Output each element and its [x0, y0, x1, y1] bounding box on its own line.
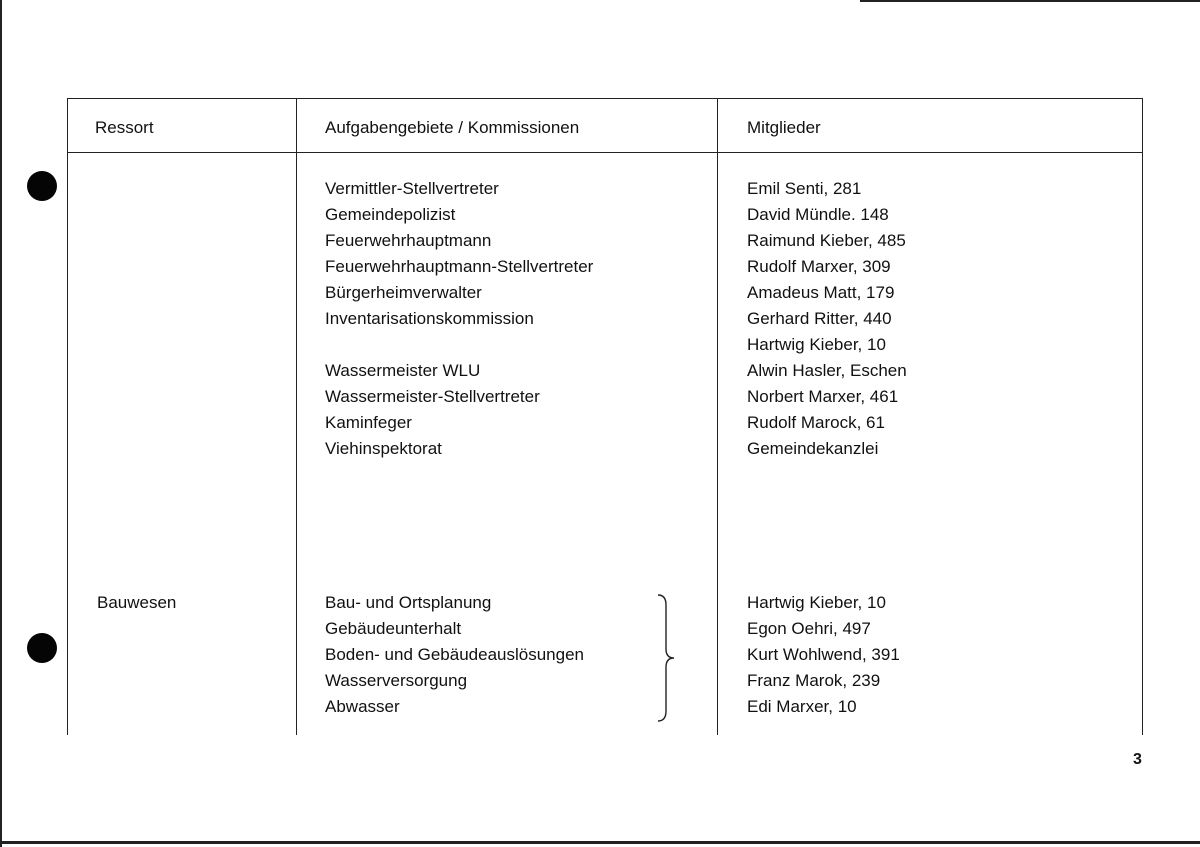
section2-aufgaben-list [325, 590, 584, 720]
mitglied-item: Gerhard Ritter, 440 [747, 309, 892, 328]
section2-mitglieder-list [747, 590, 900, 720]
table-right-border [1142, 98, 1143, 735]
mitglied-item: Franz Marok, 239 [747, 671, 881, 690]
aufgabe-item-empty [325, 332, 593, 358]
aufgabe-item: Inventarisationskommission [325, 309, 534, 328]
page-number: 3 [1133, 751, 1142, 768]
punch-hole-top [27, 171, 57, 201]
aufgabe-item: Gebäudeunterhalt [325, 619, 462, 638]
ressort-bauwesen: Bauwesen [97, 593, 177, 612]
aufgabe-item: Vermittler-Stellvertreter [325, 179, 499, 198]
aufgabe-item: Feuerwehrhauptmann [325, 231, 492, 250]
aufgabe-item: Wassermeister WLU [325, 361, 481, 380]
mitglied-item: Amadeus Matt, 179 [747, 283, 895, 302]
punch-hole-bottom [27, 633, 57, 663]
table-top-border [67, 98, 1143, 99]
table-header-divider [67, 152, 1143, 153]
mitglied-item: Raimund Kieber, 485 [747, 231, 906, 250]
mitglied-item: Gemeindekanzlei [747, 439, 879, 458]
mitglied-item: David Mündle. 148 [747, 205, 889, 224]
mitglied-item: Hartwig Kieber, 10 [747, 335, 886, 354]
mitglied-item: Edi Marxer, 10 [747, 697, 857, 716]
section1-mitglieder-list [747, 176, 907, 462]
mitglied-item: Alwin Hasler, Eschen [747, 361, 907, 380]
mitglied-item: Kurt Wohlwend, 391 [747, 645, 900, 664]
mitglied-item: Egon Oehri, 497 [747, 619, 871, 638]
header-mitglieder: Mitglieder [747, 118, 821, 137]
table-left-border [67, 98, 68, 735]
aufgabe-item: Kaminfeger [325, 413, 412, 432]
aufgabe-item: Viehinspektorat [325, 439, 442, 458]
aufgabe-item: Bau- und Ortsplanung [325, 593, 492, 612]
aufgabe-item: Wasserversorgung [325, 671, 468, 690]
column-divider-2 [717, 98, 718, 735]
mitglied-item: Hartwig Kieber, 10 [747, 593, 886, 612]
aufgabe-item: Boden- und Gebäudeauslösungen [325, 645, 584, 664]
mitglied-item: Rudolf Marock, 61 [747, 413, 885, 432]
aufgabe-item: Wassermeister-Stellvertreter [325, 387, 540, 406]
aufgabe-item: Feuerwehrhauptmann-Stellvertreter [325, 257, 594, 276]
aufgabe-item: Bürgerheimverwalter [325, 283, 482, 302]
column-divider-1 [296, 98, 297, 735]
header-ressort: Ressort [95, 118, 154, 137]
curly-brace [656, 593, 680, 723]
aufgabe-item: Abwasser [325, 697, 400, 716]
page-frame-top-edge [860, 0, 1200, 2]
header-aufgabengebiete: Aufgabengebiete / Kommissionen [325, 118, 580, 137]
page-frame-bottom-edge [0, 841, 1200, 844]
aufgabe-item: Gemeindepolizist [325, 205, 456, 224]
mitglied-item: Norbert Marxer, 461 [747, 387, 899, 406]
page-frame-left-edge [0, 0, 2, 847]
mitglied-item: Emil Senti, 281 [747, 179, 862, 198]
mitglied-item: Rudolf Marxer, 309 [747, 257, 891, 276]
section1-aufgaben-list [325, 176, 593, 462]
